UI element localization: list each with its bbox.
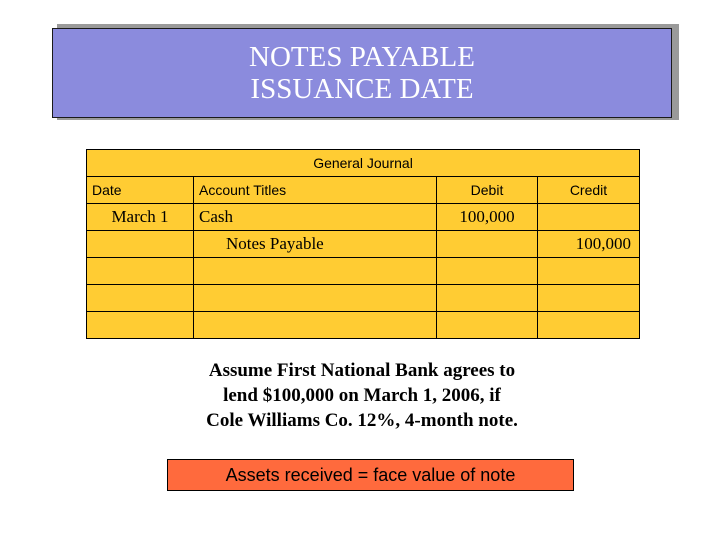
scenario-description	[120, 358, 604, 433]
title-banner	[52, 28, 672, 118]
date-cell	[87, 285, 194, 312]
debit-cell	[437, 231, 538, 258]
general-journal-table	[86, 149, 640, 339]
account-cell: Cash	[194, 204, 437, 231]
credit-cell	[538, 258, 640, 285]
column-header-account-titles: Account Titles	[194, 177, 437, 204]
credit-cell: 100,000	[538, 231, 640, 258]
account-cell	[194, 258, 437, 285]
date-cell	[87, 258, 194, 285]
title-line-2: ISSUANCE DATE	[250, 73, 474, 105]
account-cell	[194, 312, 437, 339]
date-cell	[87, 231, 194, 258]
journal-heading: General Journal	[87, 150, 640, 177]
description-line-1: Assume First National Bank agrees to	[208, 360, 516, 381]
description-line-3: Cole Williams Co. 12%, 4-month note.	[206, 410, 518, 431]
debit-cell: 100,000	[437, 204, 538, 231]
credit-cell	[538, 285, 640, 312]
account-cell	[194, 285, 437, 312]
journal-column-headers	[87, 177, 640, 204]
debit-cell	[437, 312, 538, 339]
column-header-date: Date	[87, 177, 194, 204]
column-header-debit: Debit	[437, 177, 538, 204]
credit-cell	[538, 312, 640, 339]
description-line-2: lend $100,000 on March 1, 2006, if	[223, 385, 501, 406]
column-header-credit: Credit	[538, 177, 640, 204]
debit-cell	[437, 258, 538, 285]
table-row	[87, 204, 640, 231]
debit-cell	[437, 285, 538, 312]
credit-cell	[538, 204, 640, 231]
title-line-1: NOTES PAYABLE	[249, 41, 475, 73]
table-row	[87, 285, 640, 312]
assets-received-callout: Assets received = face value of note	[167, 459, 574, 491]
table-row	[87, 231, 640, 258]
table-row	[87, 258, 640, 285]
date-cell: March 1	[87, 204, 194, 231]
account-cell: Notes Payable	[194, 231, 437, 258]
date-cell	[87, 312, 194, 339]
table-row	[87, 312, 640, 339]
journal-heading-row	[87, 150, 640, 177]
